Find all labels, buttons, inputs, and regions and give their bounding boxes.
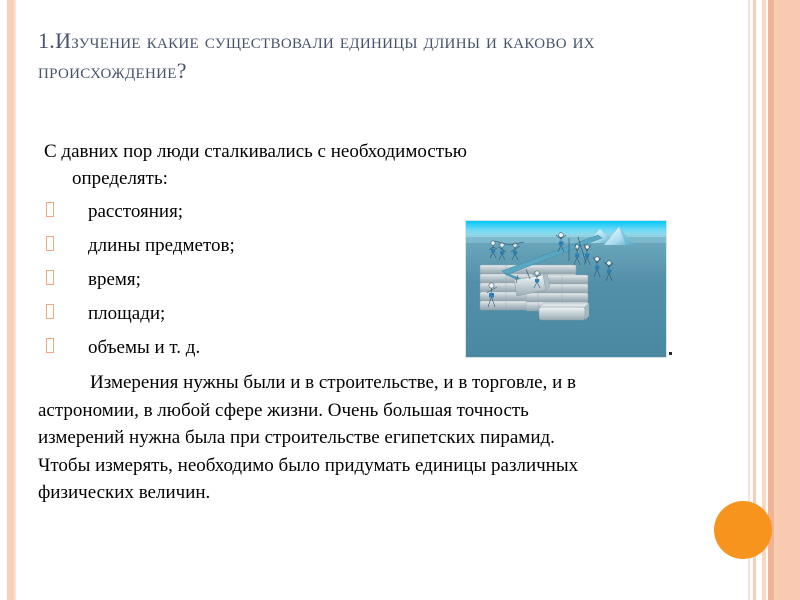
list-item-label: длины предметов;	[88, 235, 235, 256]
body-paragraph: Измерения нужны были и в строительстве, и в торговле, и в астрономии, в любой сфере жизни. Очень большая точность измерений нужна была при строительстве египетских пирамид. Чтобы измерять, необходимо было придумать единицы различных физических величин.	[38, 372, 579, 503]
left-border-stripe-secondary	[14, 0, 16, 600]
right-border-stripe-6	[778, 0, 800, 600]
bullet-glyph-icon	[46, 304, 54, 319]
lead-paragraph-line-1: С давних пор люди сталкивались с необходимостью	[44, 141, 467, 162]
pyramid-construction-illustration	[465, 220, 667, 358]
pyramid-construction-svg	[466, 221, 666, 357]
lead-paragraph-line-2: определять:	[72, 168, 168, 189]
list-item-label: расстояния;	[88, 201, 184, 222]
list-item-label: площади;	[88, 303, 166, 324]
list-item-label: время;	[88, 269, 141, 290]
illustration-trailing-dot	[669, 352, 672, 355]
left-border-stripe-primary	[7, 0, 14, 600]
bullet-glyph-icon	[46, 202, 54, 217]
bullet-glyph-icon	[46, 270, 54, 285]
bullet-glyph-icon	[46, 236, 54, 251]
left-border-decoration	[0, 0, 22, 600]
slide-title: 1.Изучение какие существовали единицы длины и каково их происхождение?	[38, 28, 595, 83]
list-item-label: объемы и т. д.	[88, 337, 201, 358]
lead-paragraph	[38, 138, 638, 192]
accent-circle-decoration	[714, 501, 772, 559]
bullet-glyph-icon	[46, 338, 54, 353]
